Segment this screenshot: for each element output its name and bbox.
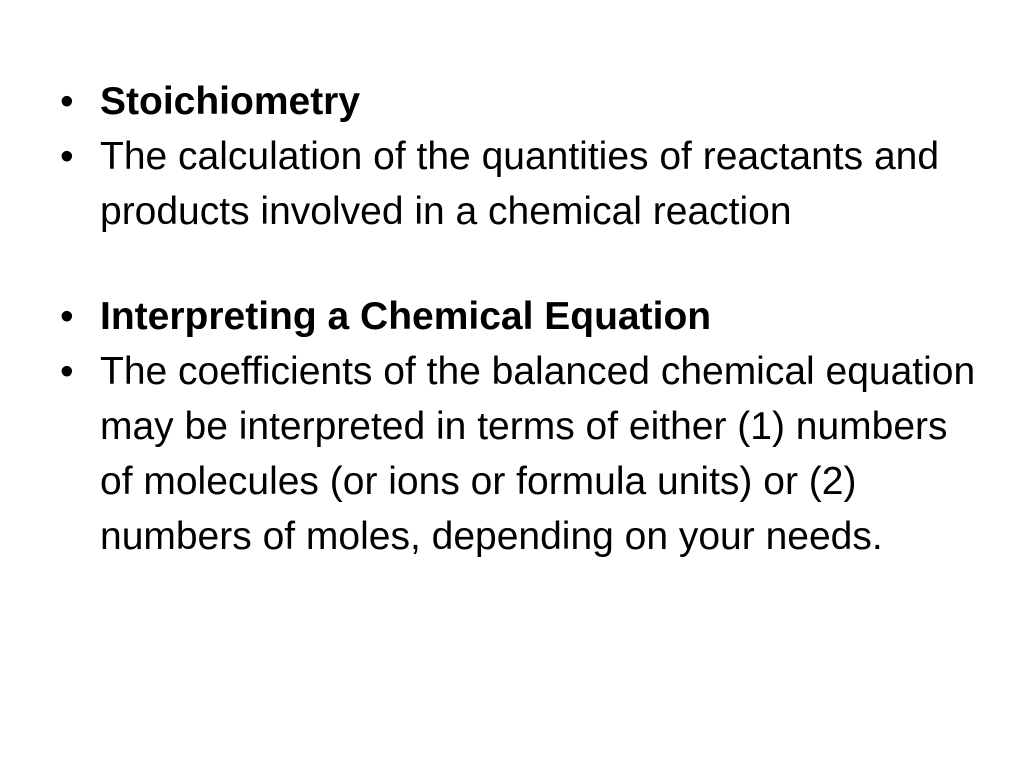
bullet-heading-interpreting: Interpreting a Chemical Equation — [100, 295, 712, 338]
bullet-icon: • — [60, 135, 74, 178]
bullet-list — [60, 74, 980, 564]
bullet-icon: • — [60, 350, 74, 393]
bullet-item-interpreting — [60, 289, 980, 344]
bullet-icon: • — [60, 80, 74, 123]
bullet-icon: • — [60, 295, 74, 338]
bullet-item-definition — [60, 129, 980, 239]
bullet-item-stoichiometry — [60, 74, 980, 129]
bullet-item-coefficients — [60, 344, 980, 564]
bullet-heading-stoichiometry: Stoichiometry — [100, 80, 361, 123]
bullet-text-definition: The calculation of the quantities of reactants and products involved in a chemical reaction — [100, 135, 940, 233]
bullet-text-coefficients: The coefficients of the balanced chemical equation may be interpreted in terms of either (1) numbers of molecules (or ions or formula units) or (2) numbers of moles, depending on your needs. — [100, 350, 976, 558]
